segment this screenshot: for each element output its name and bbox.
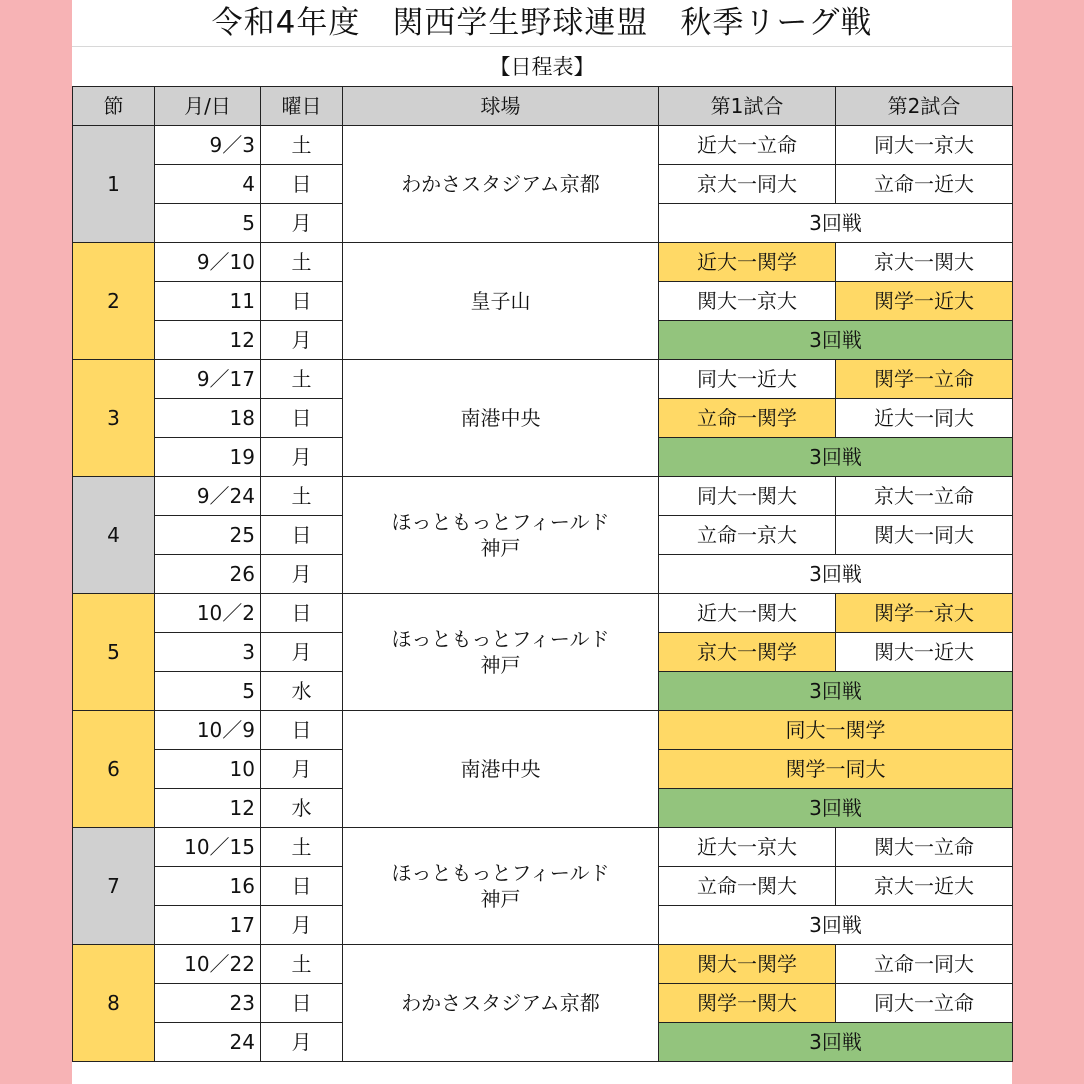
game1-cell: 関学一関大	[659, 984, 836, 1023]
match-span-cell: 3回戦	[659, 555, 1013, 594]
game2-cell: 京大一関大	[836, 243, 1013, 282]
venue-cell: 南港中央	[343, 711, 659, 828]
page-subtitle: 【日程表】	[72, 46, 1012, 87]
weekday-cell: 日	[261, 282, 343, 321]
weekday-cell: 日	[261, 165, 343, 204]
match-span-cell: 3回戦	[659, 906, 1013, 945]
weekday-cell: 土	[261, 360, 343, 399]
venue-cell: 皇子山	[343, 243, 659, 360]
weekday-cell: 日	[261, 711, 343, 750]
game1-cell: 京大一同大	[659, 165, 836, 204]
section-number: 4	[73, 477, 155, 594]
date-cell: 10／22	[155, 945, 261, 984]
match-span-cell: 3回戦	[659, 672, 1013, 711]
date-cell: 18	[155, 399, 261, 438]
date-cell: 12	[155, 789, 261, 828]
date-cell: 11	[155, 282, 261, 321]
weekday-cell: 月	[261, 1023, 343, 1062]
date-cell: 24	[155, 1023, 261, 1062]
game2-cell: 立命一同大	[836, 945, 1013, 984]
match-span-cell: 同大一関学	[659, 711, 1013, 750]
game1-cell: 同大一近大	[659, 360, 836, 399]
weekday-cell: 土	[261, 828, 343, 867]
date-cell: 9／3	[155, 126, 261, 165]
section-number: 1	[73, 126, 155, 243]
game2-cell: 同大一京大	[836, 126, 1013, 165]
weekday-cell: 月	[261, 906, 343, 945]
date-cell: 9／17	[155, 360, 261, 399]
date-cell: 26	[155, 555, 261, 594]
date-cell: 10／9	[155, 711, 261, 750]
section-number: 5	[73, 594, 155, 711]
header-game1: 第1試合	[659, 87, 836, 126]
weekday-cell: 日	[261, 594, 343, 633]
game1-cell: 立命一関大	[659, 867, 836, 906]
game1-cell: 京大一関学	[659, 633, 836, 672]
section-number: 3	[73, 360, 155, 477]
match-span-cell: 関学一同大	[659, 750, 1013, 789]
header-date: 月/日	[155, 87, 261, 126]
section-number: 8	[73, 945, 155, 1062]
weekday-cell: 日	[261, 867, 343, 906]
game1-cell: 関大一京大	[659, 282, 836, 321]
date-cell: 12	[155, 321, 261, 360]
game2-cell: 立命一近大	[836, 165, 1013, 204]
venue-cell: ほっともっとフィールド 神戸	[343, 477, 659, 594]
date-cell: 5	[155, 672, 261, 711]
date-cell: 3	[155, 633, 261, 672]
section-number: 7	[73, 828, 155, 945]
match-span-cell: 3回戦	[659, 321, 1013, 360]
date-cell: 16	[155, 867, 261, 906]
match-span-cell: 3回戦	[659, 1023, 1013, 1062]
game2-cell: 関学一京大	[836, 594, 1013, 633]
table-row	[73, 594, 1013, 633]
table-row	[73, 945, 1013, 984]
weekday-cell: 水	[261, 789, 343, 828]
weekday-cell: 月	[261, 555, 343, 594]
game1-cell: 関大一関学	[659, 945, 836, 984]
date-cell: 23	[155, 984, 261, 1023]
date-cell: 25	[155, 516, 261, 555]
weekday-cell: 日	[261, 984, 343, 1023]
game1-cell: 同大一関大	[659, 477, 836, 516]
weekday-cell: 月	[261, 438, 343, 477]
header-game2: 第2試合	[836, 87, 1013, 126]
game1-cell: 近大一立命	[659, 126, 836, 165]
table-row	[73, 711, 1013, 750]
weekday-cell: 日	[261, 399, 343, 438]
weekday-cell: 土	[261, 477, 343, 516]
header-section: 節	[73, 87, 155, 126]
table-row	[73, 126, 1013, 165]
game1-cell: 近大一関学	[659, 243, 836, 282]
table-row	[73, 360, 1013, 399]
game2-cell: 京大一近大	[836, 867, 1013, 906]
match-span-cell: 3回戦	[659, 204, 1013, 243]
weekday-cell: 土	[261, 126, 343, 165]
table-row	[73, 243, 1013, 282]
schedule-sheet	[72, 0, 1012, 1084]
date-cell: 4	[155, 165, 261, 204]
game1-cell: 近大一京大	[659, 828, 836, 867]
weekday-cell: 日	[261, 516, 343, 555]
game2-cell: 同大一立命	[836, 984, 1013, 1023]
match-span-cell: 3回戦	[659, 789, 1013, 828]
game2-cell: 近大一同大	[836, 399, 1013, 438]
venue-cell: ほっともっとフィールド 神戸	[343, 594, 659, 711]
weekday-cell: 月	[261, 204, 343, 243]
venue-cell: わかさスタジアム京都	[343, 945, 659, 1062]
schedule-body	[73, 126, 1013, 1062]
date-cell: 9／10	[155, 243, 261, 282]
weekday-cell: 土	[261, 243, 343, 282]
header-row	[73, 87, 1013, 126]
game2-cell: 関大一近大	[836, 633, 1013, 672]
venue-cell: ほっともっとフィールド 神戸	[343, 828, 659, 945]
game1-cell: 立命一関学	[659, 399, 836, 438]
weekday-cell: 月	[261, 750, 343, 789]
schedule-table	[72, 86, 1013, 1062]
game2-cell: 関学一立命	[836, 360, 1013, 399]
table-row	[73, 828, 1013, 867]
venue-cell: 南港中央	[343, 360, 659, 477]
match-span-cell: 3回戦	[659, 438, 1013, 477]
header-venue: 球場	[343, 87, 659, 126]
game1-cell: 近大一関大	[659, 594, 836, 633]
date-cell: 10	[155, 750, 261, 789]
date-cell: 10／15	[155, 828, 261, 867]
header-weekday: 曜日	[261, 87, 343, 126]
venue-cell: わかさスタジアム京都	[343, 126, 659, 243]
game1-cell: 立命一京大	[659, 516, 836, 555]
date-cell: 5	[155, 204, 261, 243]
table-row	[73, 477, 1013, 516]
weekday-cell: 月	[261, 321, 343, 360]
game2-cell: 関大一立命	[836, 828, 1013, 867]
page-title: 令和4年度 関西学生野球連盟 秋季リーグ戦	[211, 5, 873, 41]
section-number: 2	[73, 243, 155, 360]
game2-cell: 関学一近大	[836, 282, 1013, 321]
game2-cell: 京大一立命	[836, 477, 1013, 516]
date-cell: 17	[155, 906, 261, 945]
date-cell: 9／24	[155, 477, 261, 516]
game2-cell: 関大一同大	[836, 516, 1013, 555]
date-cell: 10／2	[155, 594, 261, 633]
weekday-cell: 土	[261, 945, 343, 984]
date-cell: 19	[155, 438, 261, 477]
weekday-cell: 月	[261, 633, 343, 672]
weekday-cell: 水	[261, 672, 343, 711]
section-number: 6	[73, 711, 155, 828]
